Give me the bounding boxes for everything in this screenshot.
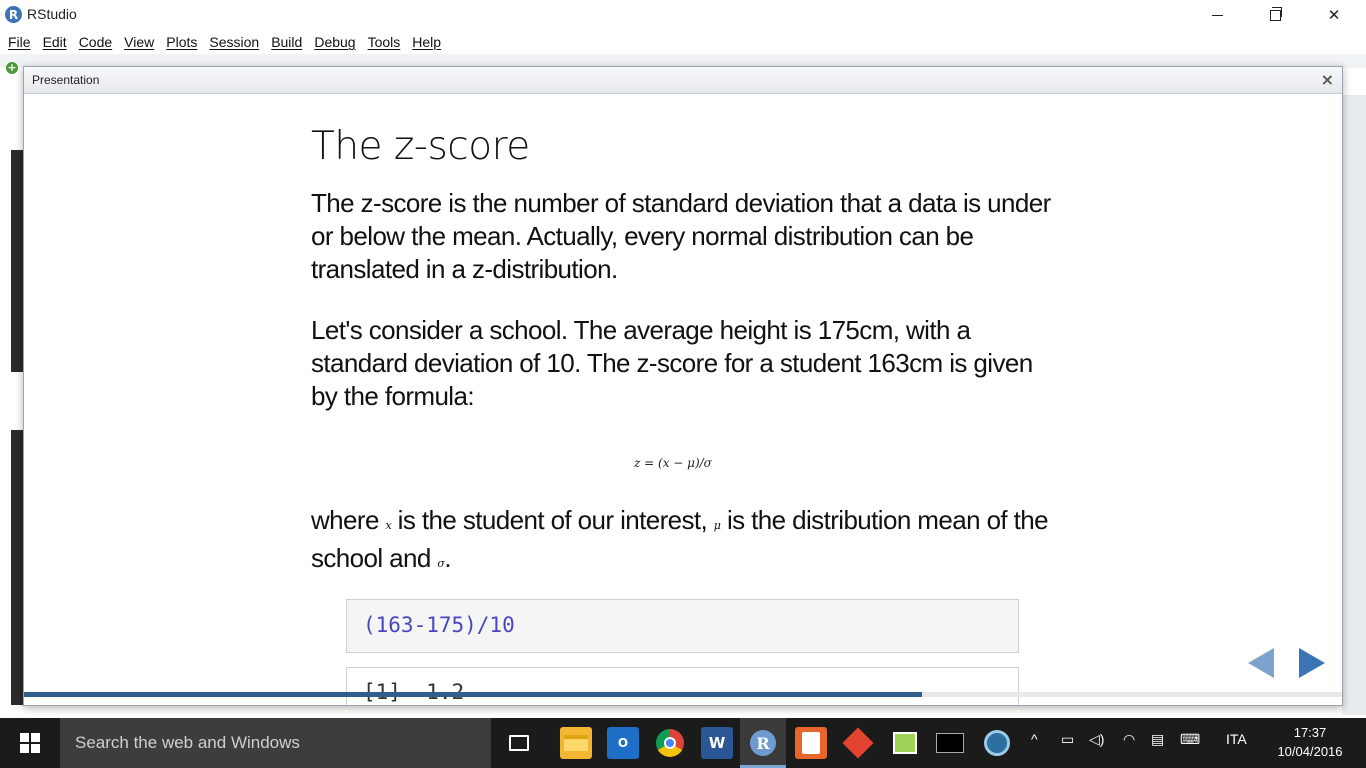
previous-slide-icon[interactable] bbox=[1248, 648, 1274, 678]
menu-build[interactable]: Build bbox=[271, 34, 303, 50]
notepad-icon[interactable] bbox=[889, 727, 921, 759]
math-sigma: σ bbox=[437, 557, 445, 570]
dialog-title: Presentation bbox=[32, 73, 100, 87]
menu-bar bbox=[0, 30, 1366, 54]
progress-bar bbox=[24, 692, 1343, 697]
app-icon[interactable] bbox=[981, 727, 1013, 759]
terminal-icon[interactable] bbox=[934, 727, 966, 759]
dialog-header bbox=[24, 67, 1342, 94]
slide-paragraph-1: The z-score is the number of standard deviation that a data is under or below the mean. Actually, every normal distribution can be translated in a z-distribution. bbox=[311, 188, 1051, 284]
chrome-icon[interactable] bbox=[654, 727, 686, 759]
progress-fill bbox=[24, 692, 922, 697]
keyboard-icon[interactable]: ⌨ bbox=[1180, 731, 1201, 747]
file-explorer-icon[interactable] bbox=[560, 727, 592, 759]
rstudio-icon[interactable]: R bbox=[747, 727, 779, 759]
clock[interactable] bbox=[1265, 723, 1355, 761]
menu-tools[interactable]: Tools bbox=[367, 34, 401, 50]
language-indicator[interactable]: ITA bbox=[1226, 731, 1247, 747]
start-button[interactable] bbox=[0, 718, 60, 768]
restore-button[interactable] bbox=[1246, 0, 1304, 30]
taskbar bbox=[0, 718, 1366, 768]
menu-session[interactable]: Session bbox=[209, 34, 260, 50]
search-placeholder: Search the web and Windows bbox=[75, 733, 300, 752]
close-window-button[interactable]: ✕ bbox=[1327, 6, 1341, 24]
output-block bbox=[346, 667, 1019, 706]
menu-code[interactable]: Code bbox=[78, 34, 113, 50]
task-view-icon[interactable] bbox=[503, 727, 535, 759]
window-title: RStudio bbox=[27, 6, 77, 22]
text-segment: is the distribution mean of the school and bbox=[311, 505, 1049, 573]
menu-debug[interactable]: Debug bbox=[314, 34, 356, 50]
rstudio-logo-icon: R bbox=[5, 6, 22, 23]
git-icon[interactable] bbox=[842, 727, 874, 759]
menu-file[interactable]: File bbox=[8, 34, 31, 50]
math-mu: μ bbox=[713, 519, 721, 532]
minimize-button[interactable] bbox=[1188, 0, 1246, 30]
text-segment: is the student of our interest, bbox=[391, 505, 714, 535]
menu-help[interactable]: Help bbox=[412, 34, 442, 50]
chevron-up-icon[interactable]: ^ bbox=[1031, 731, 1038, 747]
presentation-dialog bbox=[23, 66, 1343, 706]
slide-paragraph-3 bbox=[311, 504, 1061, 580]
slide-title: The z-score bbox=[311, 124, 530, 169]
formula: z = (x − μ)/σ bbox=[634, 456, 712, 470]
close-icon[interactable]: × bbox=[1320, 70, 1334, 89]
battery-icon[interactable]: ▭ bbox=[1061, 731, 1075, 747]
new-file-icon[interactable]: + bbox=[7, 61, 17, 74]
text-segment: where bbox=[311, 505, 386, 535]
wifi-icon[interactable]: ◠ bbox=[1123, 731, 1136, 747]
notification-icon[interactable]: ▤ bbox=[1151, 731, 1165, 747]
right-pane bbox=[1342, 95, 1366, 715]
outlook-icon[interactable]: O bbox=[607, 727, 639, 759]
menu-plots[interactable]: Plots bbox=[166, 34, 198, 50]
search-box[interactable] bbox=[60, 718, 491, 768]
windows-icon bbox=[20, 733, 40, 753]
menu-view[interactable]: View bbox=[124, 34, 155, 50]
code-block bbox=[346, 599, 1019, 653]
clock-time: 17:37 bbox=[1293, 725, 1327, 740]
next-slide-icon[interactable] bbox=[1299, 648, 1325, 678]
menu-edit[interactable]: Edit bbox=[42, 34, 67, 50]
text-segment: . bbox=[444, 543, 451, 573]
title-bar bbox=[0, 0, 1366, 30]
pdf-icon[interactable] bbox=[795, 727, 827, 759]
word-icon[interactable]: W bbox=[701, 727, 733, 759]
math-x: x bbox=[385, 519, 392, 532]
slide-paragraph-2: Let's consider a school. The average height is 175cm, with a standard deviation of 10. The z-score for a student 163cm is given by the formula: bbox=[311, 315, 1033, 411]
code-text: (163-175)/10 bbox=[363, 613, 515, 637]
clock-date: 10/04/2016 bbox=[1277, 744, 1343, 759]
volume-icon[interactable]: ◁) bbox=[1089, 731, 1105, 747]
